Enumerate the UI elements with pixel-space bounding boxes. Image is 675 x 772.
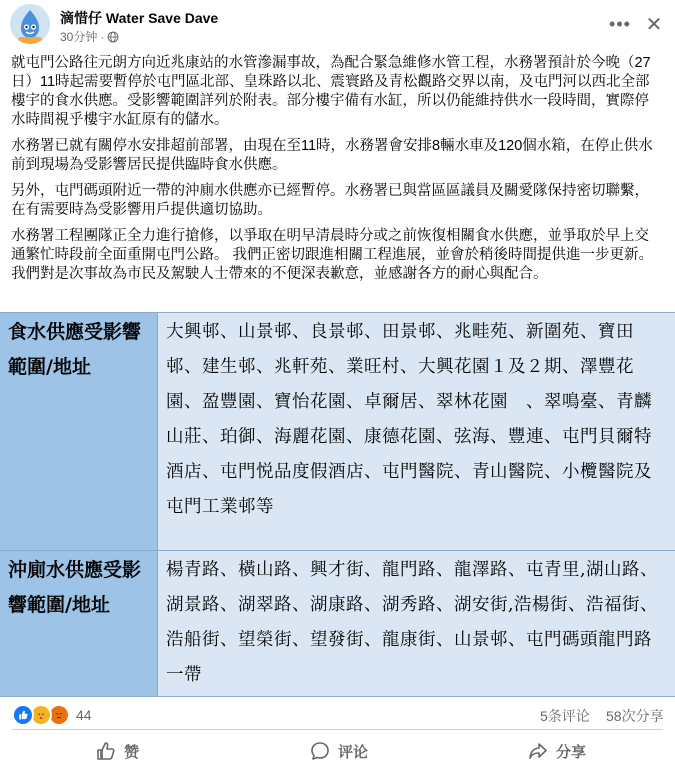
affected-areas-table[interactable] <box>0 312 675 697</box>
post-paragraph-4: 水務署工程團隊正全力進行搶修，以爭取在明早清晨時分或之前恢復相關食水供應，並爭取於早上交通繁忙時段前全面重開屯門公路。 我們正密切跟進相關工程進展，並會於稍後時間提供進一步更新。我們對是次事故為市民及駕駛人士帶來的不便深表歉意，並感謝各方的耐心與配合。 <box>11 228 654 282</box>
like-button[interactable] <box>96 735 139 767</box>
post-paragraph-3: 另外，屯門碼頭附近一帶的沖廁水供應亦已經暫停。水務署已與當區區議員及關愛隊保持密切聯繫，在有需要時為受影響用戶提供適切協助。 <box>11 183 649 218</box>
table-content-cell: 楊青路、橫山路、興才街、龍門路、龍澤路、屯青里,湖山路、湖景路、湖翠路、湖康路、湖秀路、湖安街,浩楊街、浩福街、浩船街、望榮街、望發街、龍康街、山景邨、屯門碼頭龍門路一帶 <box>166 560 659 685</box>
post-header <box>0 0 675 50</box>
page-avatar[interactable] <box>10 4 50 44</box>
close-button[interactable]: ✕ <box>645 13 663 36</box>
reactions-summary[interactable] <box>12 704 92 726</box>
post-time[interactable]: 30分钟 <box>60 30 98 44</box>
post-paragraph-2: 水務署已就有關停水安排超前部署，由現在至11時，水務署會安排8輛水車及120個水箱，在停止供水前到現場為受影響居民提供臨時食水供應。 <box>11 138 653 173</box>
divider <box>12 729 663 730</box>
thumbs-up-icon <box>96 741 116 761</box>
post-stats <box>0 700 675 728</box>
shares-count[interactable]: 58次分享 <box>606 708 664 724</box>
page-name[interactable]: 滴惜仔 Water Save Dave <box>60 10 219 26</box>
share-label: 分享 <box>556 743 587 761</box>
like-label: 赞 <box>124 743 140 761</box>
share-icon <box>528 741 548 761</box>
more-options-button[interactable]: ••• <box>609 13 631 34</box>
table-header-cell: 食水供應受影響範圍/地址 <box>0 313 158 550</box>
post-paragraph-1: 就屯門公路往元朗方向近兆康站的水管滲漏事故，為配合緊急維修水管工程，水務署預計於今晚（27日）11時起需要暫停於屯門區北部、皇珠路以北、震寰路及青松觀路交界以南，及屯門河以西北全部樓宇的食水供應。受影響範圍詳列於附表。部分樓宇備有水缸，所以仍能維持供水一段時間，實際停水時間視乎樓宇水缸原有的儲水。 <box>11 55 651 128</box>
table-row <box>0 313 675 551</box>
mascot-icon <box>10 4 50 44</box>
post-actions <box>0 731 675 771</box>
reaction-count: 44 <box>76 707 92 723</box>
comment-label: 评论 <box>338 743 369 761</box>
comment-button[interactable] <box>310 735 368 767</box>
comment-icon <box>310 741 330 761</box>
post-body <box>11 54 661 291</box>
post-meta: 30分钟 · <box>60 28 119 45</box>
globe-icon <box>107 31 119 43</box>
comments-count[interactable]: 5条评论 <box>540 708 590 724</box>
share-button[interactable] <box>528 735 586 767</box>
like-reaction-icon <box>12 704 34 726</box>
table-header-cell: 沖廁水供應受影響範圍/地址 <box>0 551 158 696</box>
table-row <box>0 551 675 696</box>
table-content-cell: 大興邨、山景邨、良景邨、田景邨、兆畦苑、新圍苑、寶田邨、建生邨、兆軒苑、業旺村、大興花園１及２期、澤豐花園、盈豐園、寶怡花園、卓爾居、翠林花園 、翠鳴臺、青麟山莊、珀御、海麗花園、康德花園、弦海、豐連、屯門貝爾特酒店、屯門悦品度假酒店、屯門醫院、青山醫院、小欖醫院及屯門工業邨等 <box>166 322 652 517</box>
